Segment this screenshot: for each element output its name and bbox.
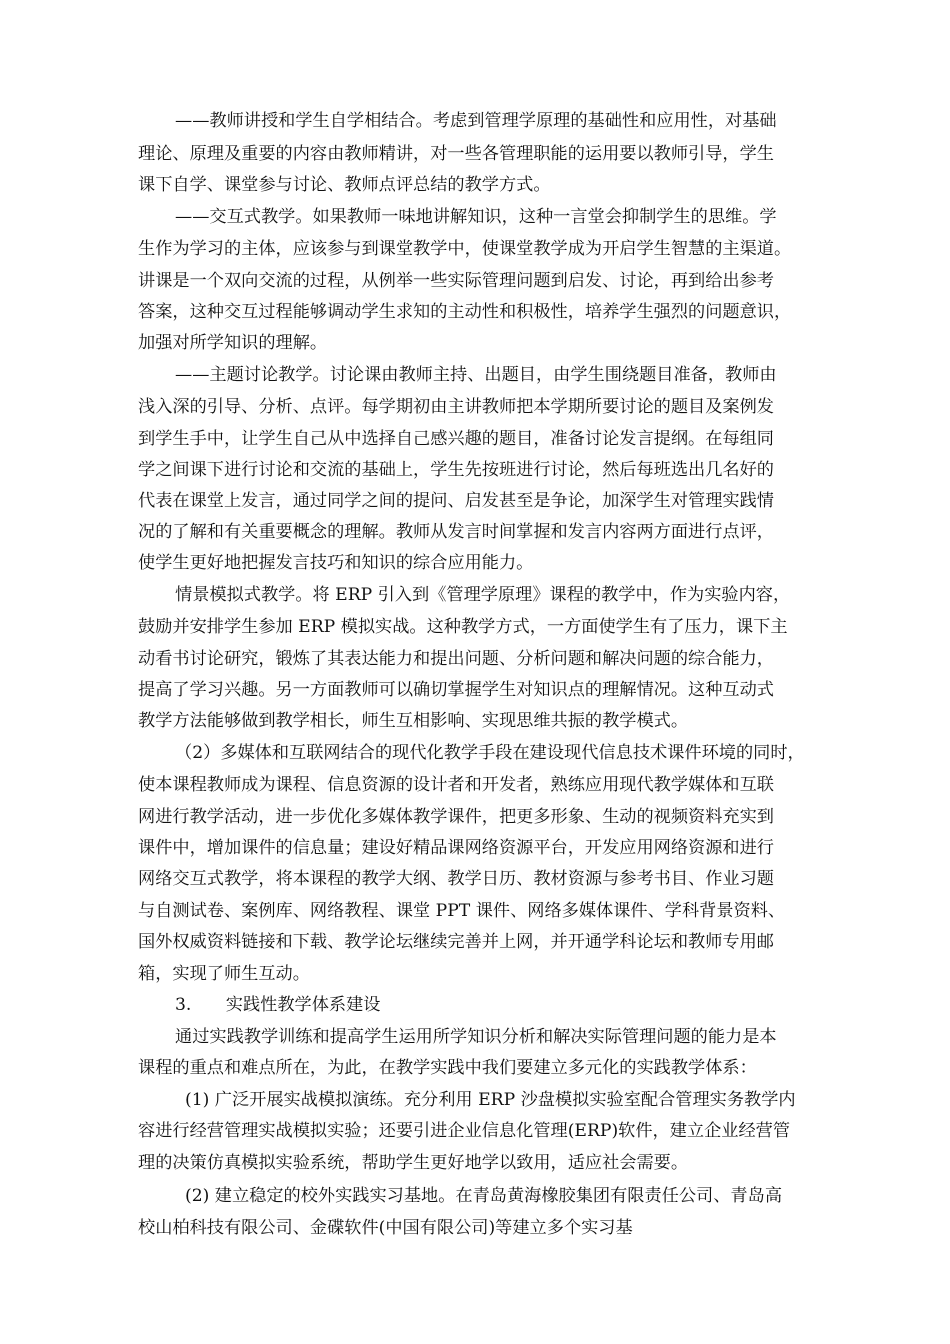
text-line: ——交互式教学。如果教师一味地讲解知识，这种一言堂会抑制学生的思维。学: [175, 207, 777, 227]
text-line: 代表在课堂上发言，通过同学之间的提问、启发甚至是争论，加深学生对管理实践情: [138, 491, 774, 511]
text-line: 理的决策仿真模拟实验系统，帮助学生更好地学以致用，适应社会需要。: [138, 1153, 689, 1173]
text-line: （2）多媒体和互联网结合的现代化教学手段在建设现代信息技术课件环境的同时，: [175, 743, 805, 763]
text-line: 使学生更好地把握发言技巧和知识的综合应用能力。: [138, 553, 534, 573]
text-line: 动看书讨论研究，锻炼了其表达能力和提出问题、分析问题和解决问题的综合能力，: [138, 649, 774, 669]
text-line: 课程的重点和难点所在，为此，在教学实践中我们要建立多元化的实践教学体系：: [138, 1058, 757, 1078]
text-line: 生作为学习的主体，应该参与到课堂教学中，使课堂教学成为开启学生智慧的主渠道。: [138, 239, 792, 259]
text-line: 箱，实现了师生互动。: [138, 964, 310, 984]
text-line: 加强对所学知识的理解。: [138, 333, 328, 353]
text-line: 通过实践教学训练和提高学生运用所学知识分析和解决实际管理问题的能力是本: [175, 1027, 777, 1047]
text-line: 浅入深的引导、分析、点评。每学期初由主讲教师把本学期所要讨论的题目及案例发: [138, 397, 774, 417]
text-line: (2) 建立稳定的校外实践实习基地。在青岛黄海橡胶集团有限责任公司、青岛高: [185, 1186, 783, 1206]
text-line: ——主题讨论教学。讨论课由教师主持、出题目，由学生围绕题目准备，教师由: [175, 365, 777, 385]
text-line: 讲课是一个双向交流的过程，从例举一些实际管理问题到启发、讨论，再到给出参考: [138, 271, 774, 291]
text-line: 校山柏科技有限公司、金碟软件(中国有限公司)等建立多个实习基: [138, 1218, 633, 1238]
text-line: 提高了学习兴趣。另一方面教师可以确切掌握学生对知识点的理解情况。这种互动式: [138, 680, 774, 700]
text-line: 网进行教学活动，进一步优化多媒体教学课件，把更多形象、生动的视频资料充实到: [138, 807, 774, 827]
text-line: 答案，这种交互过程能够调动学生求知的主动性和积极性，培养学生强烈的问题意识，: [138, 302, 792, 322]
text-line: 到学生手中，让学生自己从中选择自己感兴趣的题目，准备讨论发言提纲。在每组同: [138, 429, 774, 449]
text-line: 教学方法能够做到教学相长，师生互相影响、实现思维共振的教学模式。: [138, 711, 689, 731]
text-line: 课件中，增加课件的信息量；建设好精品课网络资源平台，开发应用网络资源和进行: [138, 838, 774, 858]
text-line: 与自测试卷、案例库、网络教程、课堂 PPT 课件、网络多媒体课件、学科背景资料、: [138, 901, 786, 921]
text-line: 理论、原理及重要的内容由教师精讲，对一些各管理职能的运用要以教师引导，学生: [138, 144, 774, 164]
text-line: 学之间课下进行讨论和交流的基础上，学生先按班进行讨论，然后每班选出几名好的: [138, 460, 774, 480]
text-line: 鼓励并安排学生参加 ERP 模拟实战。这种教学方式，一方面使学生有了压力，课下主: [138, 617, 788, 637]
text-line: 使本课程教师成为课程、信息资源的设计者和开发者，熟练应用现代教学媒体和互联: [138, 775, 774, 795]
text-line: 况的了解和有关重要概念的理解。教师从发言时间掌握和发言内容两方面进行点评，: [138, 522, 774, 542]
text-line: 网络交互式教学，将本课程的教学大纲、教学日历、教材资源与参考书目、作业习题: [138, 869, 774, 889]
text-line: 容进行经营管理实战模拟实验；还要引进企业信息化管理(ERP)软件，建立企业经营管: [138, 1121, 791, 1141]
text-line: ——教师讲授和学生自学相结合。考虑到管理学原理的基础性和应用性，对基础: [175, 111, 777, 131]
text-line: 国外权威资料链接和下载、教学论坛继续完善并上网，并开通学科论坛和教师专用邮: [138, 932, 774, 952]
text-line: 课下自学、课堂参与讨论、教师点评总结的教学方式。: [138, 175, 551, 195]
text-line: 情景模拟式教学。将 ERP 引入到《管理学原理》课程的教学中，作为实验内容，: [175, 585, 791, 605]
text-line: (1) 广泛开展实战模拟演练。充分利用 ERP 沙盘模拟实验室配合管理实务教学内: [185, 1090, 796, 1110]
section-heading: 3. 实践性教学体系建设: [175, 995, 381, 1015]
